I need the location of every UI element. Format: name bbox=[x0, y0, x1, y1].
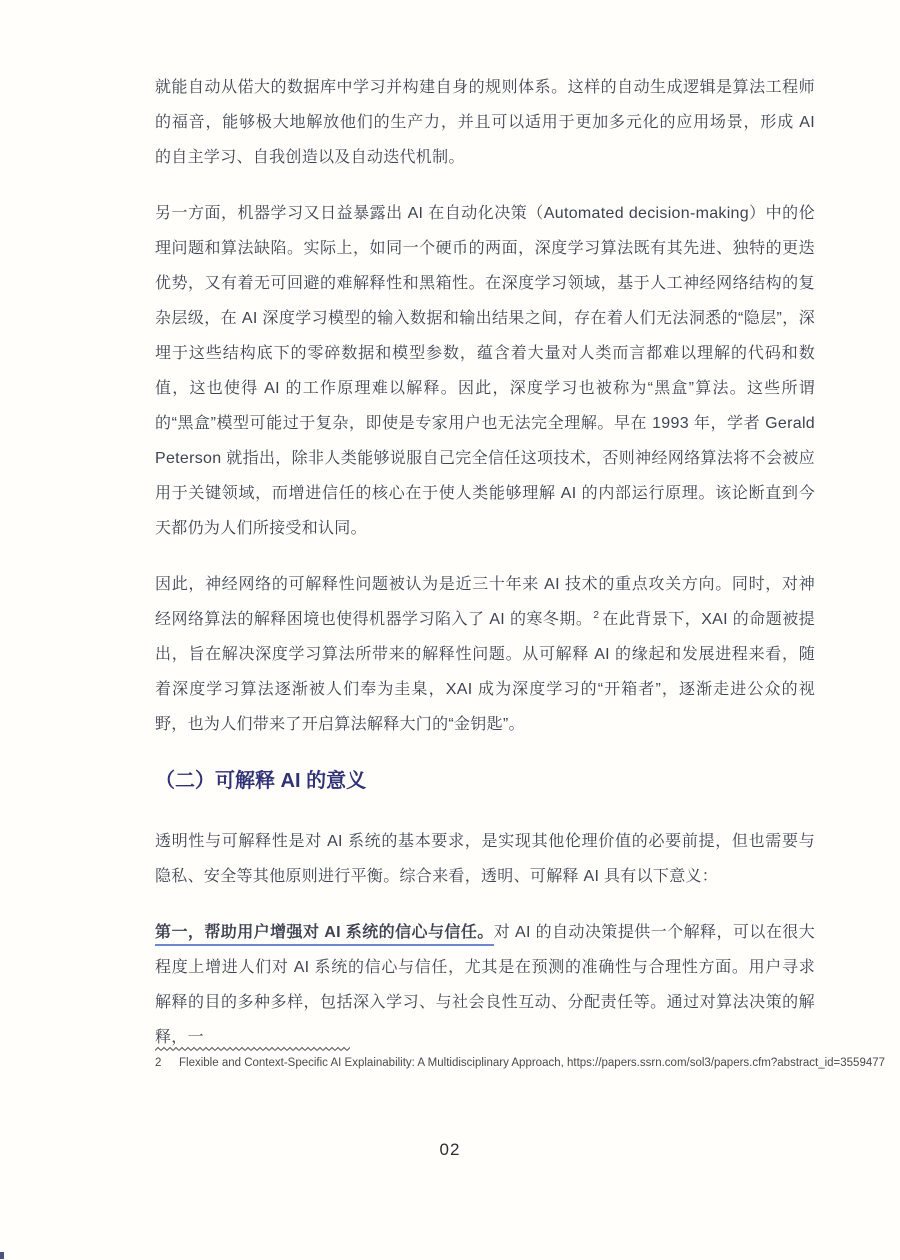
paragraph-transparency-requirement: 透明性与可解释性是对 AI 系统的基本要求，是实现其他伦理价值的必要前提，但也需要与隐私、安全等其他原则进行平衡。综合来看，透明、可解释 AI 具有以下意义： bbox=[155, 833, 815, 885]
footnote-number: 2 bbox=[155, 1057, 162, 1069]
footnote-divider-squiggle bbox=[155, 1046, 350, 1052]
scan-artifact-mark bbox=[0, 1252, 4, 1259]
footnote-ref-mark: 2 bbox=[593, 609, 600, 621]
paragraph-first-significance bbox=[155, 915, 815, 1055]
paragraph-text-after-ref: 在此背景下，XAI 的命题被提出，旨在解决深度学习算法所带来的解释性问题。从可解释 AI 的缘起和发展进程来看，随着深度学习算法逐渐被人们奉为圭臬，XAI 成为深度学习的“开箱者”，逐渐走进公众的视野，也为人们带来了开启算法解释大门的“金钥匙”。 bbox=[155, 611, 815, 733]
page-number: 02 bbox=[439, 1140, 461, 1159]
section-heading-xai-significance: （二）可解释 AI 的意义 bbox=[155, 770, 367, 792]
paragraph-continuation: 就能自动从偌大的数据库中学习并构建自身的规则体系。这样的自动生成逻辑是算法工程师的福音，能够极大地解放他们的生产力，并且可以适用于更加多元化的应用场景，形成 AI 的自主学习、自我创造以及自动迭代机制。 bbox=[155, 79, 815, 166]
footnote-entry bbox=[155, 1056, 886, 1071]
emphasized-lead-text: 第一，帮助用户增强对 AI 系统的信心与信任。 bbox=[155, 924, 494, 946]
paragraph-xai-origin bbox=[155, 567, 815, 742]
footnote-text: Flexible and Context-Specific AI Explainability: A Multidisciplinary Approach, https://papers.ssrn.com/sol3/papers.cfm?abstract_id=3559477 bbox=[179, 1057, 886, 1069]
footnote-section bbox=[155, 1046, 886, 1071]
paragraph-machine-learning-blackbox: 另一方面，机器学习又日益暴露出 AI 在自动化决策（Automated decision-making）中的伦理问题和算法缺陷。实际上，如同一个硬币的两面，深度学习算法既有其先进、独特的更迭优势，又有着无可回避的难解释性和黑箱性。在深度学习领域，基于人工神经网络结构的复杂层级，在 AI 深度学习模型的输入数据和输出结果之间，存在着人们无法洞悉的“隐层”，深埋于这些结构底下的零碎数据和模型参数，蕴含着大量对人类而言都难以理解的代码和数值，这也使得 AI 的工作原理难以解释。因此，深度学习也被称为“黑盒”算法。这些所谓的“黑盒”模型可能过于复杂，即使是专家用户也无法完全理解。早在 1993 年，学者 Gerald Peterson 就指出，除非人类能够说服自己完全信任这项技术，否则神经网络算法将不会被应用于关键领域，而增进信任的核心在于使人类能够理解 AI 的内部运行原理。该论断直到今天都仍为人们所接受和认同。 bbox=[155, 205, 815, 537]
paragraph-text-rest: 对 AI 的自动决策提供一个解释，可以在很大程度上增进人们对 AI 系统的信心与信任，尤其是在预测的准确性与合理性方面。用户寻求解释的目的多种多样，包括深入学习、与社会良性互动、分配责任等。通过对算法决策的解释，一 bbox=[155, 924, 815, 1046]
page-content bbox=[155, 0, 815, 1055]
paragraph-text-before-ref: 因此，神经网络的可解释性问题被认为是近三十年来 AI 技术的重点攻关方向。同时，对神经网络算法的解释困境也使得机器学习陷入了 AI 的寒冬期。 bbox=[155, 576, 815, 628]
